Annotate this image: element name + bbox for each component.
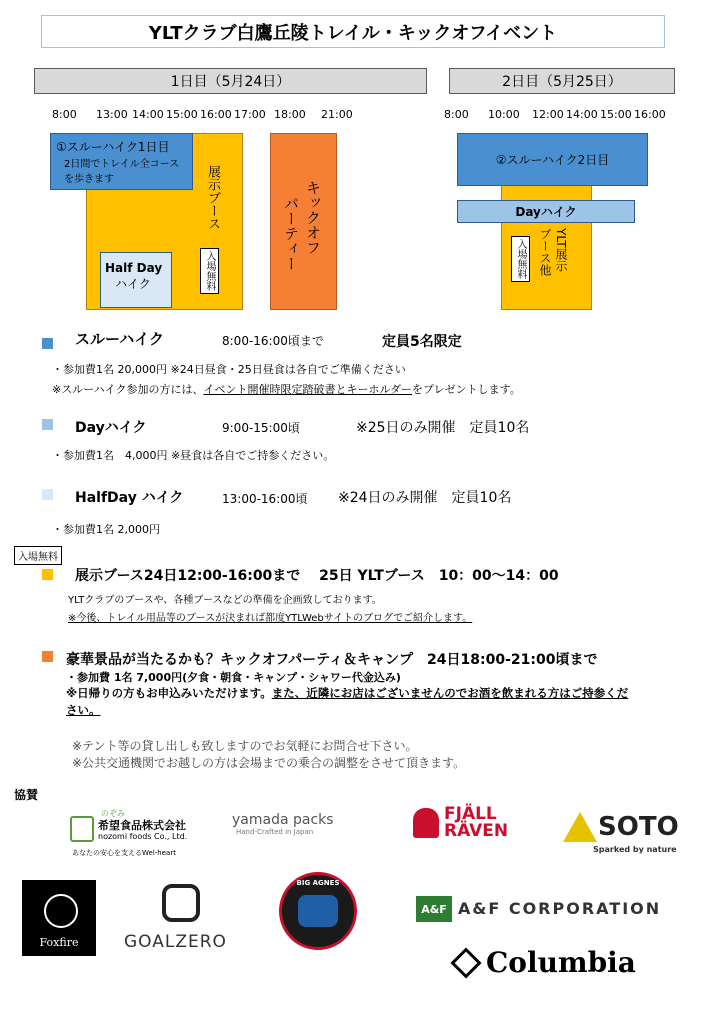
party-note-cont: さい。 <box>66 703 101 717</box>
halfday-marker <box>42 489 53 500</box>
day1-free-badge: 入場無料 <box>200 248 219 294</box>
through-hike-time: 8:00-16:00頃まで <box>222 334 324 348</box>
yamada-logo <box>232 812 352 852</box>
bigagnes-logo <box>279 872 357 950</box>
day1-tick: 21:00 <box>321 108 353 121</box>
fjallraven-line: FJÄLL <box>444 804 497 824</box>
party-note <box>66 685 628 701</box>
day1-tick: 15:00 <box>166 108 198 121</box>
day2-through-hike-block: ②スルーハイク2日目 <box>457 133 648 186</box>
bigagnes-icon <box>298 895 338 927</box>
fjallraven-logo <box>444 806 508 840</box>
foxfire-logo <box>22 880 96 956</box>
day-hike-marker <box>42 419 53 430</box>
af-badge: A&F <box>416 896 452 922</box>
yamada-sub: Hand-Crafted in Japan <box>236 828 314 836</box>
day1-through-hike-block <box>50 133 193 190</box>
party-note-text: ※日帰りの方もお申込みいただけます。 <box>66 686 272 700</box>
day1-tick: 18:00 <box>274 108 306 121</box>
halfday-label: Half Day <box>105 261 163 275</box>
day-hike-name: Dayハイク <box>75 420 147 436</box>
foxfire-icon <box>44 894 78 928</box>
day2-booth-label: YLT展示 <box>554 228 568 272</box>
day2-free-badge: 入場無料 <box>511 236 530 282</box>
page-title: YLTクラブ白鷹丘陵トレイル・キックオフイベント <box>41 15 665 48</box>
through-hike-fee: ・参加費1名 20,000円 ※24日昼食・25日昼食は各自でご準備ください <box>52 363 406 376</box>
day1-through-hike-note: 2日間でトレイル全コース <box>64 159 180 170</box>
soto-tagline: Sparked by nature <box>593 845 677 854</box>
day1-header: 1日目（5月24日） <box>34 68 427 94</box>
nozomi-small: のぞみ <box>101 809 125 818</box>
day2-tick: 16:00 <box>634 108 666 121</box>
booth-free-badge: 入場無料 <box>14 546 62 565</box>
af-logo: A&F CORPORATION <box>458 899 662 918</box>
nozomi-logo <box>68 808 208 860</box>
nozomi-tagline: あなたの安心を支えるWel-heart <box>72 849 176 857</box>
party-note-underline: また、近隣にお店はございませんのでお酒を飲まれる方はご持参くだ <box>271 686 629 700</box>
bigagnes-name: BIG AGNES <box>296 879 340 887</box>
fox-icon <box>413 808 439 838</box>
nozomi-en: nozomi foods Co., Ltd. <box>98 832 188 841</box>
leaf-icon <box>70 816 94 842</box>
day1-through-hike-title: ①スルーハイク1日目 <box>56 140 170 154</box>
day-hike-note: ※25日のみ開催 定員10名 <box>356 420 530 436</box>
party-marker <box>42 651 53 662</box>
day2-booth-label: ブース他 <box>538 228 552 276</box>
halfday-note: ※24日のみ開催 定員10名 <box>338 490 512 506</box>
soto-logo: SOTO <box>598 812 679 842</box>
booth-note: ※今後、トレイル用品等のブースが決まれば都度YTLWebサイトのブログでご紹介します。 <box>68 613 473 624</box>
columbia-logo: Columbia <box>486 946 636 979</box>
halfday-name: HalfDay ハイク <box>75 490 184 506</box>
columbia-icon <box>450 947 481 978</box>
booth-desc: YLTクラブのブースや、各種ブースなどの準備を企画致しております。 <box>68 595 382 606</box>
note-rental: ※テント等の貸し出しも致しますのでお気軽にお問合せ下さい。 <box>72 739 418 753</box>
soto-triangle-icon <box>563 812 597 842</box>
foxfire-name: Foxfire <box>39 936 79 949</box>
day2-header: 2日目（5月25日） <box>449 68 675 94</box>
halfday-fee: ・参加費1名 2,000円 <box>52 523 160 536</box>
yamada-name: yamada packs <box>232 812 334 828</box>
through-hike-marker <box>42 338 53 349</box>
nozomi-jp: 希望食品株式会社 <box>98 819 186 832</box>
day1-tick: 8:00 <box>52 108 77 121</box>
day-hike-fee: ・参加費1名 4,000円 ※昼食は各自でご持参ください。 <box>52 449 335 462</box>
day2-day-hike-block: Dayハイク <box>457 200 635 223</box>
halfday-time: 13:00-16:00頃 <box>222 492 308 506</box>
goalzero-logo: GOALZERO <box>124 932 227 952</box>
day-hike-time: 9:00-15:00頃 <box>222 421 300 435</box>
through-hike-gift-text: をプレゼントします。 <box>412 383 521 396</box>
day1-tick: 14:00 <box>132 108 164 121</box>
party-heading: 豪華景品が当たるかも？キックオフパーティ＆キャンプ 24日18:00-21:00頃まで <box>66 652 598 668</box>
through-hike-capacity: 定員5名限定 <box>382 334 462 350</box>
through-hike-gift <box>52 381 521 397</box>
day1-through-hike-note: を歩きます <box>64 174 114 185</box>
day2-tick: 15:00 <box>600 108 632 121</box>
day1-tick: 13:00 <box>96 108 128 121</box>
party-label: キックオフ <box>304 180 322 255</box>
through-hike-name: スルーハイク <box>75 330 164 348</box>
day1-booth-label: 展示ブース <box>205 165 220 230</box>
day1-halfday-block <box>100 252 172 308</box>
fjallraven-line: RÄVEN <box>444 821 509 841</box>
booth-marker <box>42 569 53 580</box>
party-label: パーティー <box>282 196 300 271</box>
goalzero-icon <box>162 884 200 922</box>
sponsors-heading: 協賛 <box>14 788 39 802</box>
day1-tick: 16:00 <box>200 108 232 121</box>
through-hike-gift-item: イベント開催時限定踏破書とキーホルダー <box>203 383 413 396</box>
day2-tick: 12:00 <box>532 108 564 121</box>
day1-tick: 17:00 <box>234 108 266 121</box>
party-fee: ・参加費 1名 7,000円(夕食・朝食・キャンプ・シャワー代金込み) <box>66 671 401 684</box>
day2-tick: 8:00 <box>444 108 469 121</box>
booth-heading: 展示ブース24日12:00-16:00まで 25日 YLTブース 10：00～14：00 <box>75 568 559 584</box>
day2-tick: 14:00 <box>566 108 598 121</box>
day2-tick: 10:00 <box>488 108 520 121</box>
note-transport: ※公共交通機関でお越しの方は会場までの乗合の調整をさせて頂きます。 <box>72 756 466 770</box>
halfday-label: ハイク <box>115 277 151 291</box>
through-hike-gift-text: ※スルーハイク参加の方には、 <box>52 383 204 396</box>
